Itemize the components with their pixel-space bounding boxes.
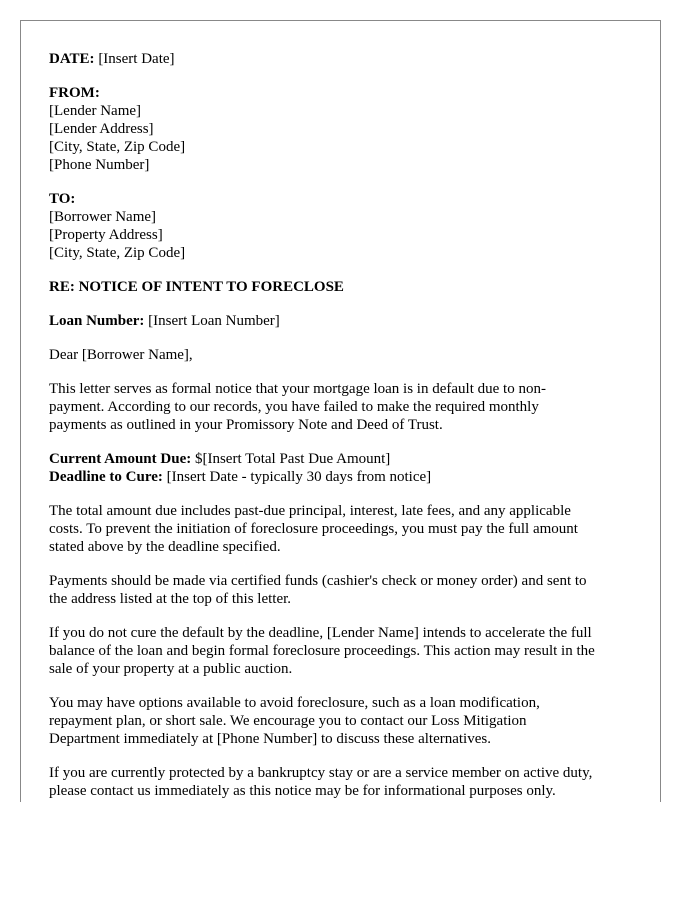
- paragraph-line: please contact us immediately as this notice may be for informational purposes only.: [49, 783, 556, 799]
- paragraph-default-notice: [49, 380, 639, 434]
- to-block: [49, 190, 639, 262]
- from-phone: [Phone Number]: [49, 157, 150, 173]
- date-label: DATE:: [49, 51, 95, 67]
- paragraph-options: [49, 694, 639, 748]
- paragraph-line: If you are currently protected by a bankruptcy stay or are a service member on active duty,: [49, 765, 593, 781]
- paragraph-line: Payments should be made via certified funds (cashier's check or money order) and sent to: [49, 573, 587, 589]
- from-lender-name: [Lender Name]: [49, 103, 142, 119]
- paragraph-line: the address listed at the top of this letter.: [49, 591, 292, 607]
- subject-line: [49, 278, 639, 296]
- amount-due-label: Current Amount Due:: [49, 451, 192, 467]
- paragraph-line: costs. To prevent the initiation of foreclosure proceedings, you must pay the full amount: [49, 521, 578, 537]
- to-label: TO:: [49, 191, 76, 207]
- salutation: [49, 346, 639, 364]
- paragraph-line: Department immediately at [Phone Number] to discuss these alternatives.: [49, 731, 491, 747]
- paragraph-line: payment. According to our records, you have failed to make the required monthly: [49, 399, 539, 415]
- date-value: [Insert Date]: [98, 51, 175, 67]
- paragraph-line: You may have options available to avoid foreclosure, such as a loan modification,: [49, 695, 540, 711]
- paragraph-line: The total amount due includes past-due principal, interest, late fees, and any applicable: [49, 503, 571, 519]
- date-block: [49, 50, 639, 68]
- to-property-address: [Property Address]: [49, 227, 163, 243]
- paragraph-line: stated above by the deadline specified.: [49, 539, 281, 555]
- paragraph-line: repayment plan, or short sale. We encourage you to contact our Loss Mitigation: [49, 713, 527, 729]
- subject-text: RE: NOTICE OF INTENT TO FORECLOSE: [49, 279, 344, 295]
- letter-page: [20, 20, 661, 802]
- from-lender-address: [Lender Address]: [49, 121, 154, 137]
- amount-due-value: $[Insert Total Past Due Amount]: [194, 451, 391, 467]
- paragraph-line: balance of the loan and begin formal foreclosure proceedings. This action may result in the: [49, 643, 595, 659]
- from-label: FROM:: [49, 85, 100, 101]
- paragraph-consequences: [49, 624, 639, 678]
- from-city-state-zip: [City, State, Zip Code]: [49, 139, 186, 155]
- deadline-label: Deadline to Cure:: [49, 469, 163, 485]
- loan-number-value: [Insert Loan Number]: [148, 313, 280, 329]
- salutation-text: Dear [Borrower Name],: [49, 347, 193, 363]
- letter-content: [49, 50, 639, 802]
- paragraph-bankruptcy: [49, 764, 639, 800]
- paragraph-line: If you do not cure the default by the deadline, [Lender Name] intends to accelerate the full: [49, 625, 592, 641]
- paragraph-line: payments as outlined in your Promissory Note and Deed of Trust.: [49, 417, 443, 433]
- from-block: [49, 84, 639, 174]
- loan-number-label: Loan Number:: [49, 313, 145, 329]
- paragraph-total-due: [49, 502, 639, 556]
- paragraph-line: sale of your property at a public auction.: [49, 661, 293, 677]
- to-borrower-name: [Borrower Name]: [49, 209, 157, 225]
- to-city-state-zip: [City, State, Zip Code]: [49, 245, 186, 261]
- paragraph-line: This letter serves as formal notice that your mortgage loan is in default due to non-: [49, 381, 546, 397]
- deadline-value: [Insert Date - typically 30 days from notice]: [166, 469, 432, 485]
- loan-number-block: [49, 312, 639, 330]
- amount-block: [49, 450, 639, 486]
- paragraph-payment-method: [49, 572, 639, 608]
